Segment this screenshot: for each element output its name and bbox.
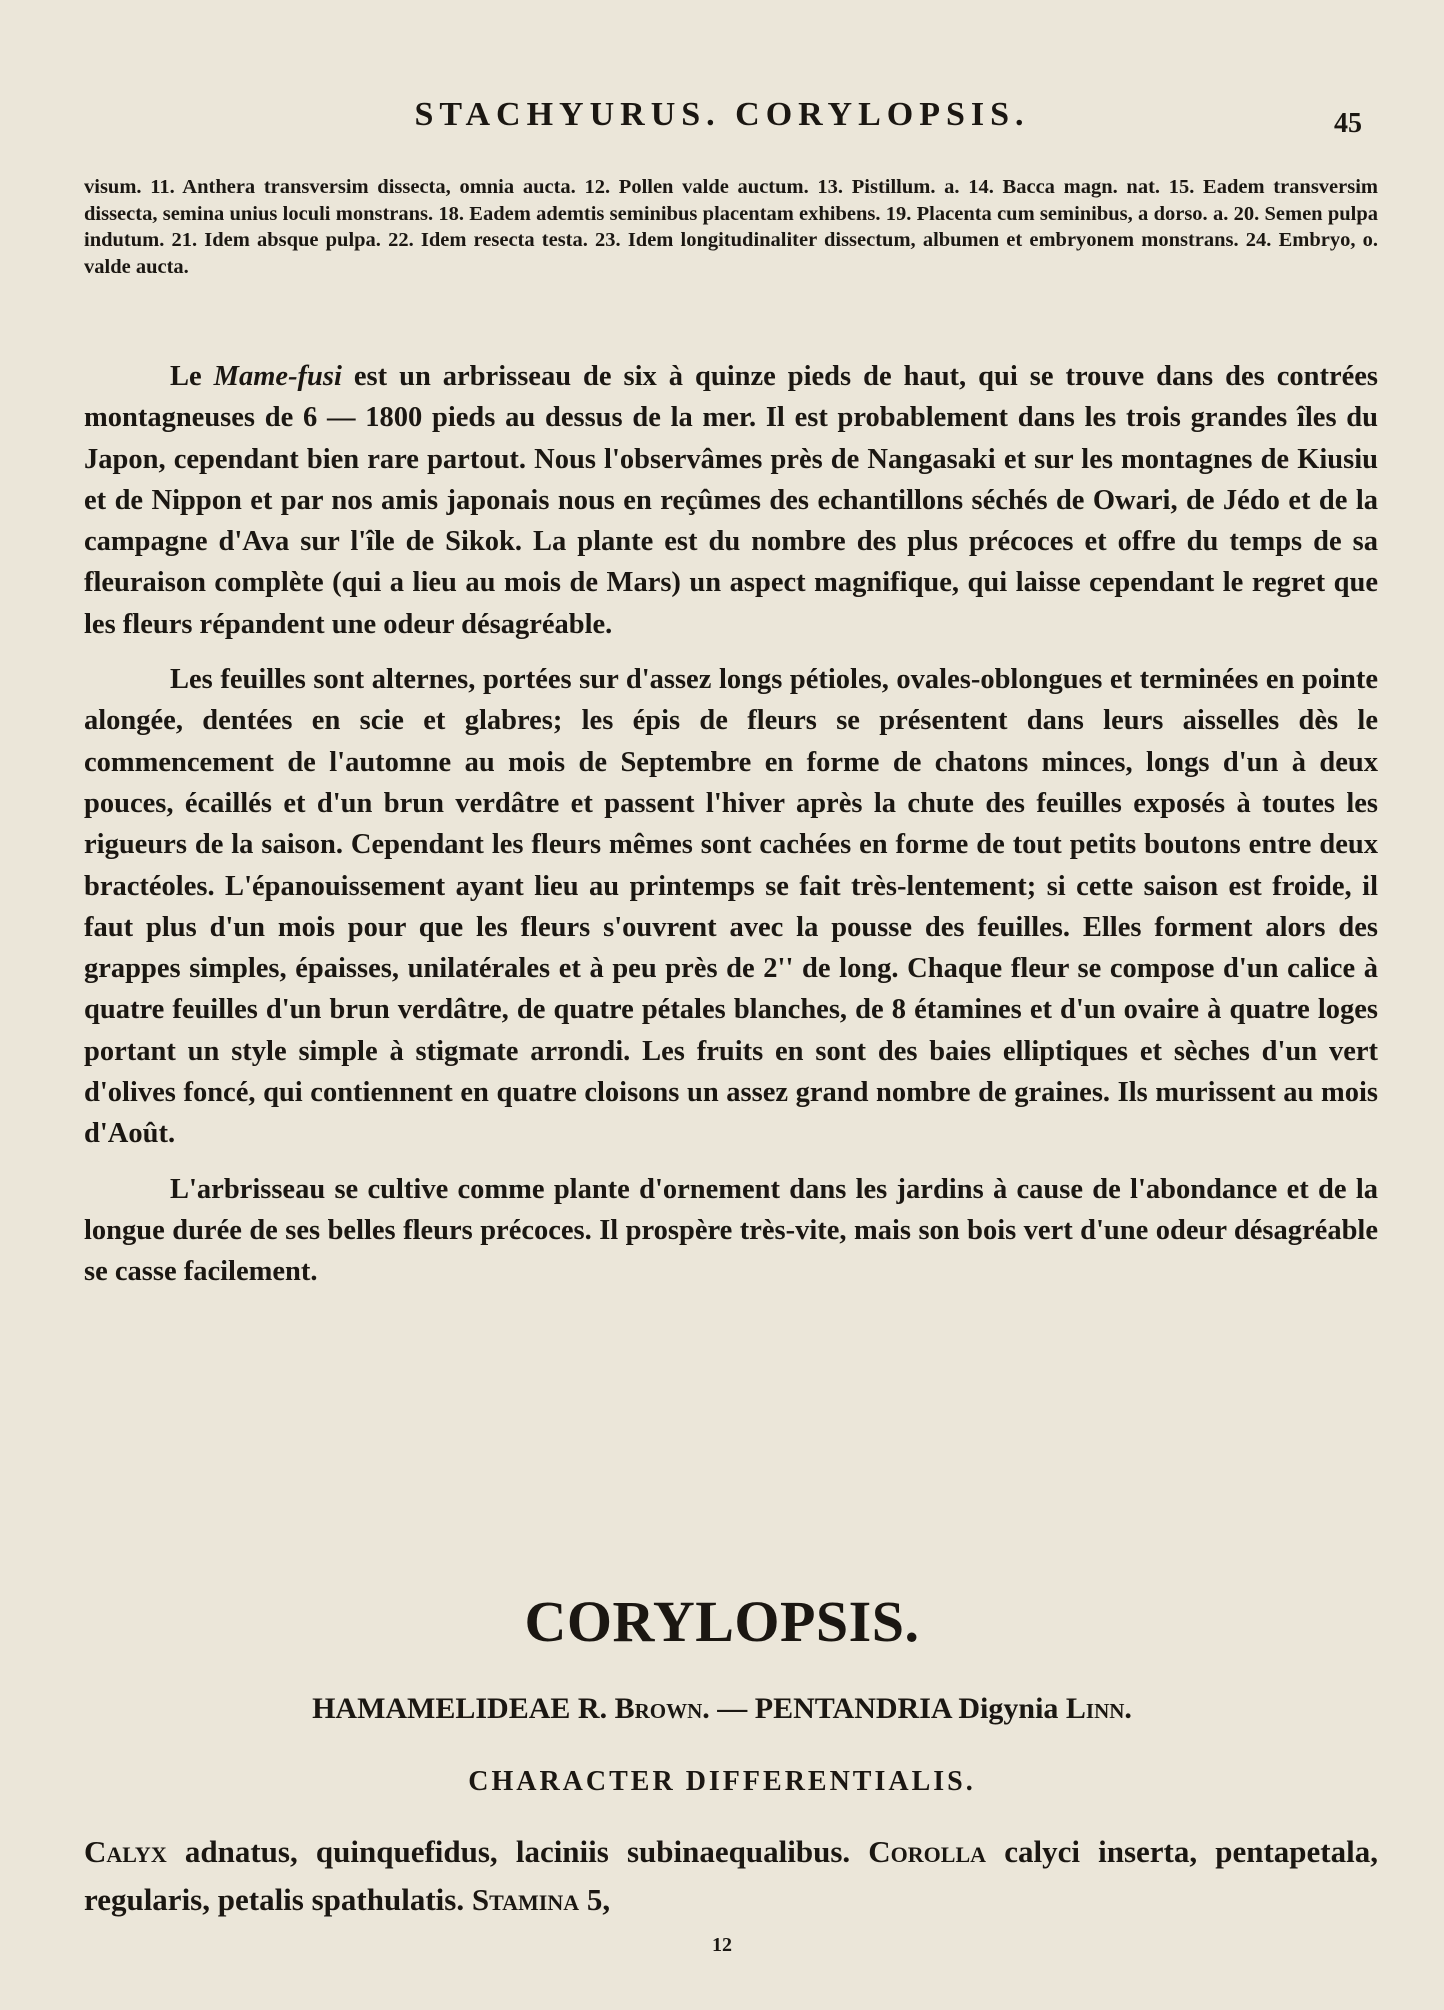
printer-signature: 12 (712, 1934, 732, 1956)
paragraph-2: Les feuilles sont alternes, portées sur d'assez longs pétioles, ovales-oblongues et terminées en pointe alongée, dentées en scie et glabres; les épis de fleurs se présentent dans leurs aisselles dès le commencement de l'automne au mois de Septembre en forme de chatons minces, longs d'un à deux pouces, écaillés et d'un brun verdâtre et passent l'hiver après la chute des feuilles exposés à toutes les rigueurs de la saison. Cependant les fleurs mêmes sont cachées en forme de tout petits boutons entre deux bractéoles. L'épanouissement ayant lieu au printemps se fait très-lentement; si cette saison est froide, il faut plus d'un mois pour que les fleurs s'ouvrent avec la pousse des feuilles. Elles forment alors des grappes simples, épaisses, unilatérales et à peu près de 2'' de long. Chaque fleur se compose d'un calice à quatre feuilles d'un brun verdâtre, de quatre pétales blanches, de 8 étamines et d'un ovaire à quatre loges portant un style simple à stigmate arrondi. Les fruits en sont des baies elliptiques et sèches d'un vert d'olives foncé, qui contiennent en quatre cloisons un assez grand nombre de graines. Ils murissent au mois d'Août. (84, 664, 1378, 1150)
class-author: Linn. (1065, 1692, 1132, 1725)
paragraph-1-lead: Le (170, 361, 214, 392)
family-author: R. Brown. (577, 1692, 710, 1725)
calyx-label: Calyx (84, 1834, 167, 1869)
stamina-text: 5, (579, 1882, 611, 1917)
diagnosis-paragraph (84, 1828, 1378, 1924)
paragraph-3: L'arbrisseau se cultive comme plante d'ornement dans les jardins à cause de l'abondance et de la longue durée de ses belles fleurs précoces. Il prospère très-vite, mais son bois vert d'une odeur désagréable se casse facilement. (84, 1173, 1378, 1288)
calyx-text: adnatus, quinquefidus, laciniis subinaequalibus. (166, 1834, 869, 1869)
plant-name: Mame-fusi (213, 361, 342, 392)
page-number: 45 (1334, 108, 1362, 139)
section-heading: CHARACTER DIFFERENTIALIS. (468, 1766, 976, 1797)
paragraph-1-rest: est un arbrisseau de six à quinze pieds de haut, qui se trouve dans des contrées montagneuses de 6 — 1800 pieds au dessus de la mer. Il est probablement dans les trois grandes îles du Japon, cependant bien rare partout. Nous l'observâmes près de Nangasaki et sur les montagnes de Kiusiu et de Nippon et par nos amis japonais nous en reçûmes des echantillons séchés de Owari, de Jédo et de la campagne d'Ava sur l'île de Sikok. La plante est du nombre des plus précoces et offre du temps de sa fleuraison complète (qui a lieu au mois de Mars) un aspect magnifique, qui laisse cependant le regret que les fleurs répandent une odeur désagréable. (84, 361, 1378, 640)
diagnosis-text (84, 1828, 1378, 1924)
stamina-label: Stamina (471, 1882, 580, 1917)
classification-dash: — (709, 1692, 755, 1725)
linnaean-order: Digynia (958, 1692, 1059, 1725)
family-name: HAMAMELIDEAE (312, 1692, 571, 1725)
paragraph-1 (84, 356, 1378, 645)
corolla-text: calyci inserta, pentapetala, regularis, petalis spathulatis. (84, 1834, 1378, 1917)
description-text (84, 356, 1378, 1307)
classification-line (0, 1692, 1444, 1726)
genus-title: CORYLOPSIS. (524, 1589, 920, 1654)
linnaean-class: PENTANDRIA (754, 1692, 951, 1725)
figure-explanation-notes: visum. 11. Anthera transversim dissecta, omnia aucta. 12. Pollen valde auctum. 13. Pistillum. a. 14. Bacca magn. nat. 15. Eadem transversim dissecta, semina unius loculi monstrans. 18. Eadem ademtis seminibus placentam exhibens. 19. Placenta cum seminibus, a dorso. a. 20. Semen pulpa indutum. 21. Idem absque pulpa. 22. Idem resecta testa. 23. Idem longitudinaliter dissectum, albumen et embryonem monstrans. 24. Embryo, o. valde aucta. (84, 176, 1378, 278)
corolla-label: Corolla (868, 1834, 987, 1869)
running-title: STACHYURUS. CORYLOPSIS. (414, 96, 1030, 133)
